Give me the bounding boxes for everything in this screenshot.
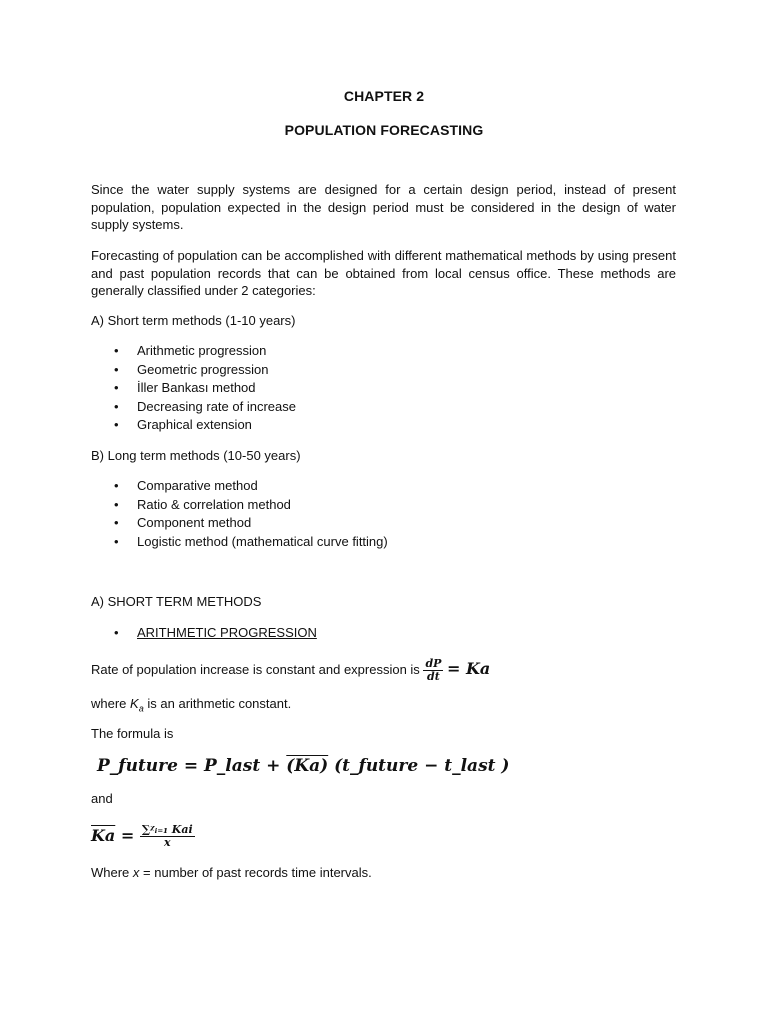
ka-formula	[91, 818, 195, 854]
intro-paragraph: Since the water supply systems are designed for a certain design period, instead of present population, population expected in the design period must be considered in the design of water supply systems.	[91, 182, 676, 232]
where-line	[91, 696, 291, 714]
and-text: and	[91, 791, 113, 806]
main-formula	[97, 756, 509, 776]
short-term-heading: A) Short term methods (1-10 years)	[91, 313, 296, 328]
where-post: is an arithmetic constant.	[147, 696, 292, 711]
ka-fraction	[140, 824, 195, 849]
where-pre: where	[91, 696, 127, 711]
list-item: • Ratio & correlation method	[91, 496, 388, 515]
where2-post: = number of past records time intervals.	[143, 865, 372, 880]
long-term-heading: B) Long term methods (10-50 years)	[91, 448, 301, 463]
list-item	[91, 624, 317, 643]
rate-denominator: dt	[427, 670, 440, 684]
formula-bar-term: (Ka)	[286, 756, 329, 776]
list-item: • Logistic method (mathematical curve fitting)	[91, 533, 388, 552]
list-item: • Comparative method	[91, 477, 388, 496]
formula-intro: The formula is	[91, 726, 174, 741]
ka-bar: $\overline{Ka}$	[91, 826, 116, 845]
long-term-list	[91, 477, 388, 551]
page-title: POPULATION FORECASTING	[284, 122, 484, 138]
section-list	[91, 624, 317, 643]
list-item: • İller Bankası method	[91, 379, 296, 398]
formula-lhs: P_future = P_last +	[97, 756, 281, 776]
rate-fraction	[423, 658, 443, 683]
chapter-label: CHAPTER 2	[343, 88, 425, 104]
formula-rhs: (t_future − t_last )	[334, 756, 510, 776]
list-item: • Graphical extension	[91, 416, 296, 435]
rate-rhs: = Ka	[447, 659, 491, 678]
where2-line	[91, 865, 372, 880]
list-item: • Decreasing rate of increase	[91, 398, 296, 417]
methods-paragraph: Forecasting of population can be accomplished with different mathematical methods by using present and past population records that can be obtained from local census office. These methods are generally classified under 2 categories:	[91, 248, 676, 298]
short-term-list	[91, 342, 296, 435]
where2-var: x	[132, 865, 140, 880]
section-item-label: ARITHMETIC PROGRESSION	[137, 625, 317, 640]
where2-pre: Where	[91, 865, 130, 880]
rate-expression	[91, 652, 490, 687]
ka-numerator: ∑ᵡᵢ₌₁ Kai	[141, 823, 193, 836]
where-sub: a	[138, 703, 144, 714]
ka-denominator: x	[163, 836, 171, 849]
ka-eq: =	[120, 826, 135, 845]
list-item: • Component method	[91, 514, 388, 533]
rate-numerator: dP	[425, 657, 442, 671]
list-item: • Arithmetic progression	[91, 342, 296, 361]
section-heading: A) SHORT TERM METHODS	[91, 594, 262, 609]
where-var: K	[130, 696, 139, 711]
rate-text: Rate of population increase is constant and expression is	[91, 662, 420, 677]
list-item: • Geometric progression	[91, 361, 296, 380]
